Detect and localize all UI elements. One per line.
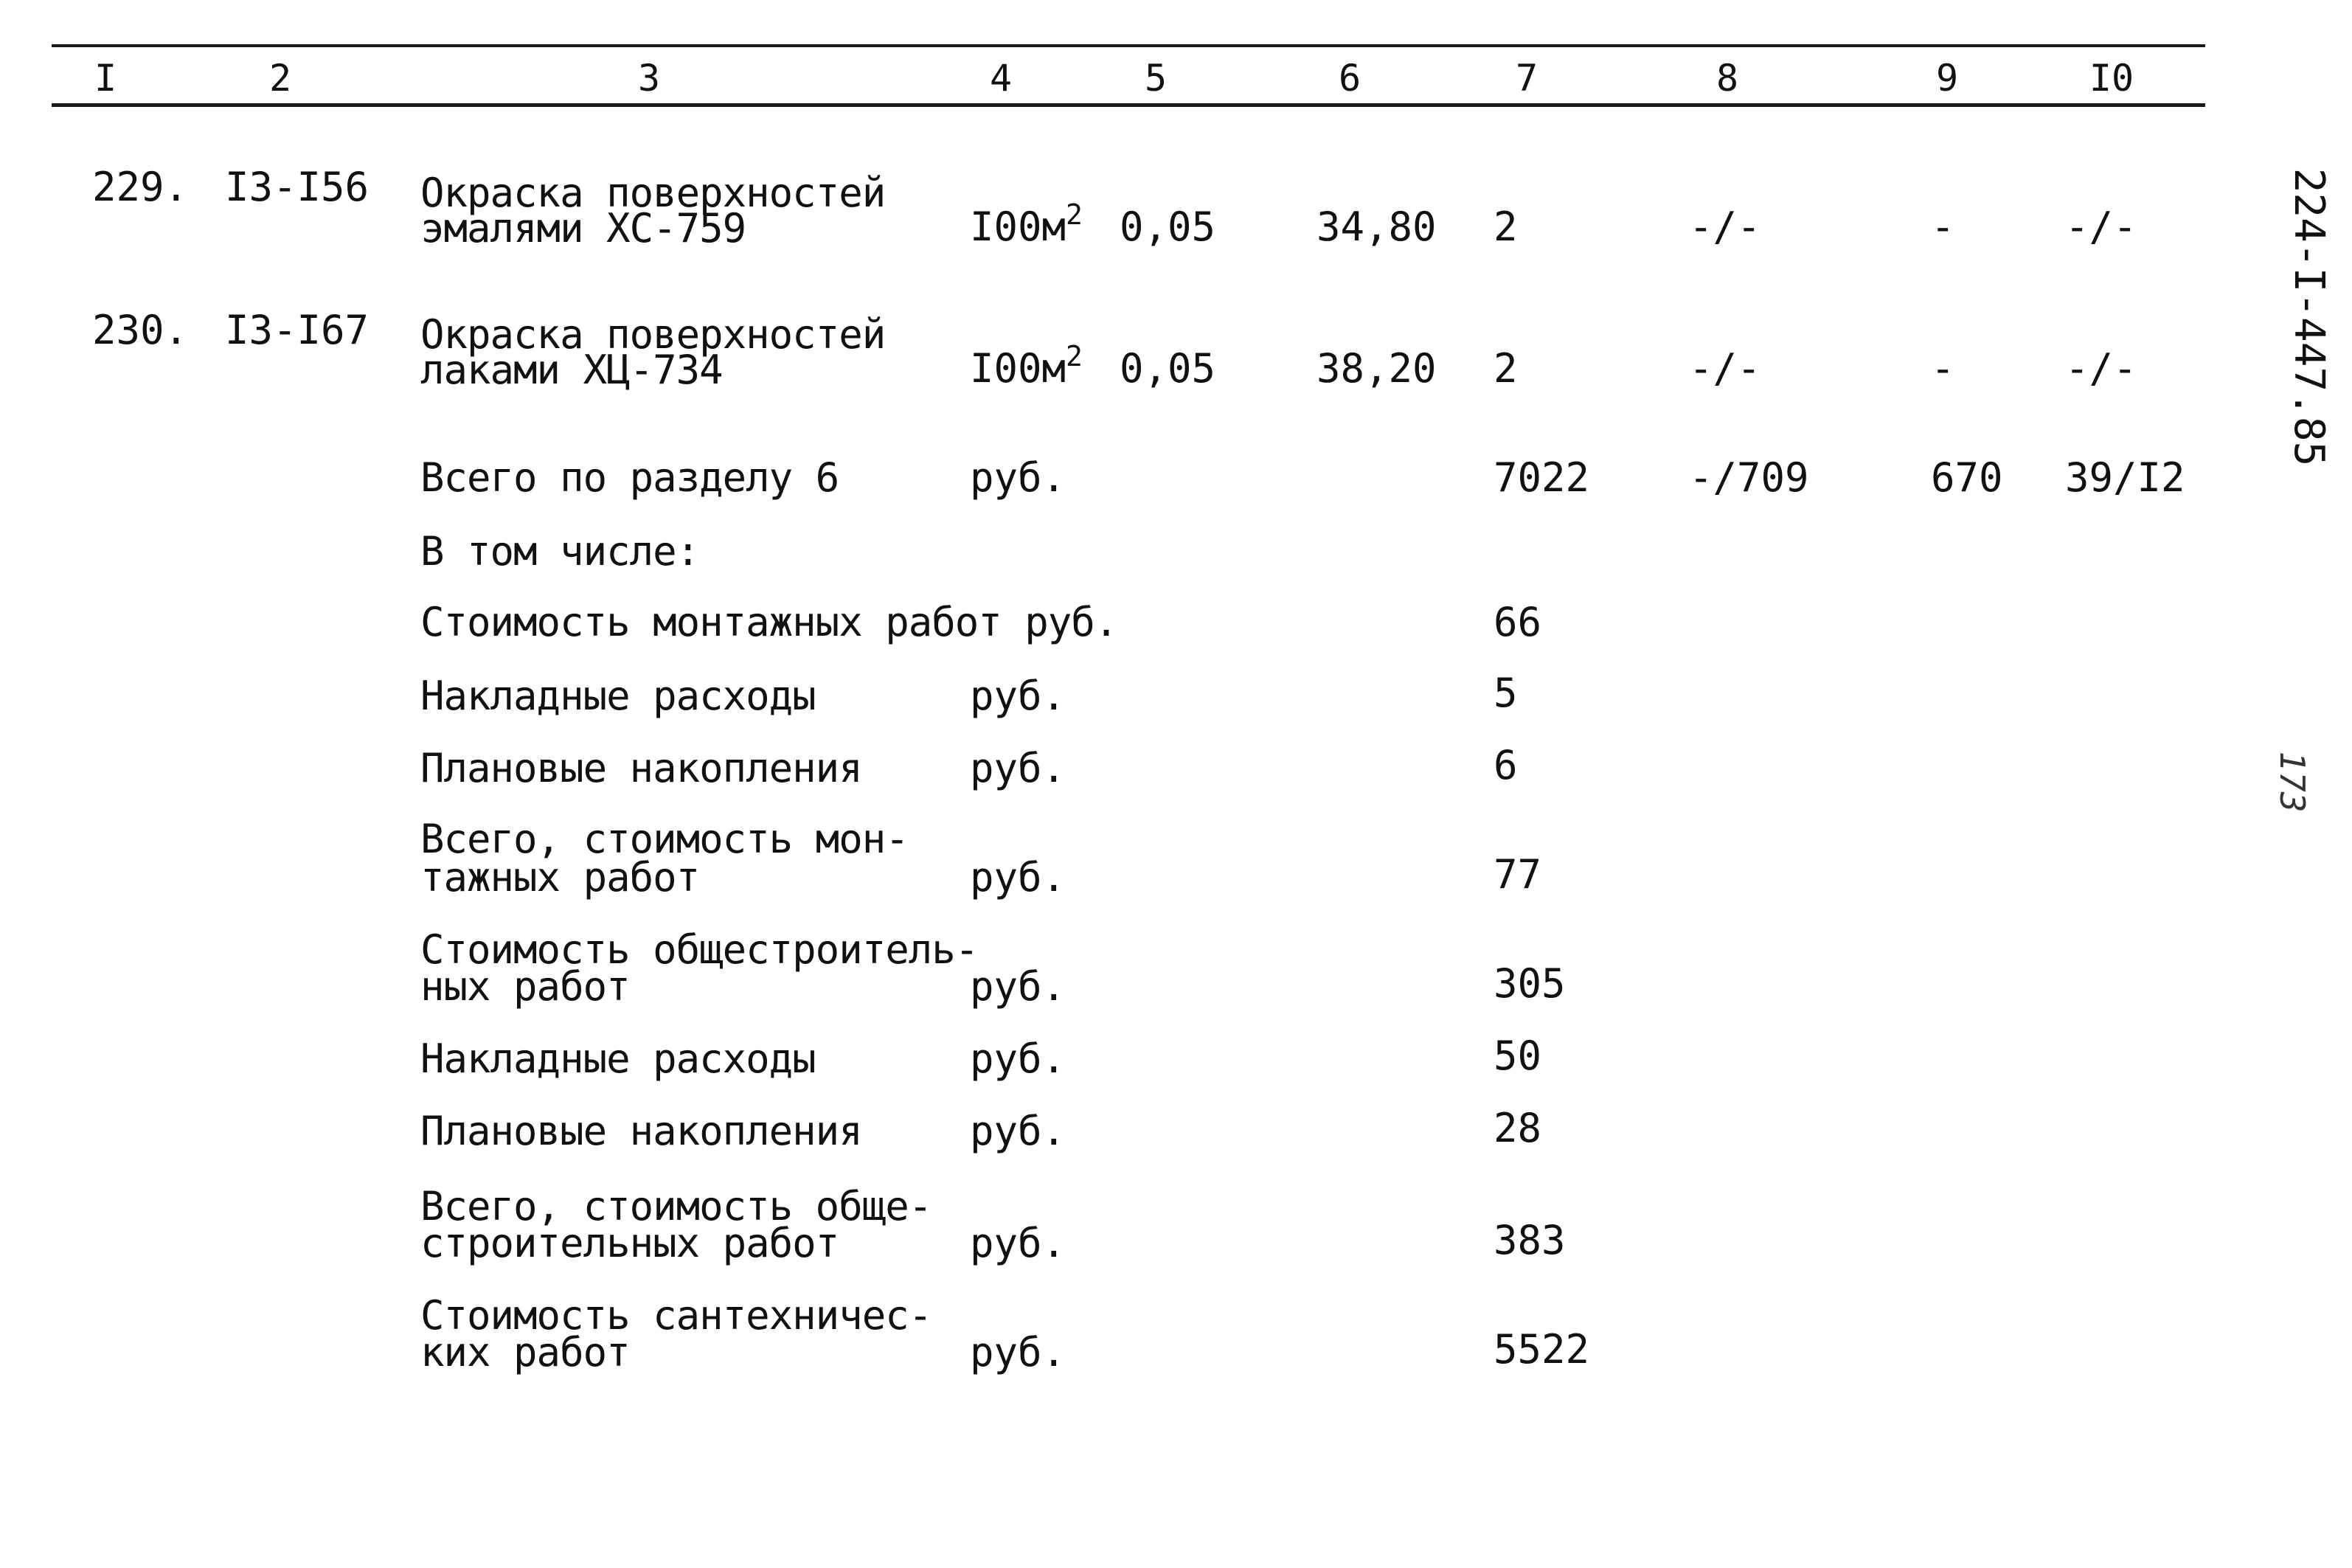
summary-value: 77	[1494, 851, 1542, 898]
item-col8: -/-	[1689, 204, 1761, 250]
item-col9: -	[1931, 204, 1955, 250]
item-quantity: 0,05	[1120, 204, 1216, 250]
item-code: I3-I67	[225, 307, 370, 353]
item-col10: -/-	[2065, 345, 2137, 392]
summary-value: 305	[1494, 960, 1566, 1007]
summary-value: 383	[1494, 1217, 1566, 1263]
including-label: В том числе:	[420, 528, 700, 575]
summary-value: 5522	[1494, 1326, 1590, 1373]
item-unit-price: 38,20	[1317, 345, 1437, 392]
summary-unit: руб.	[970, 1329, 1066, 1376]
item-unit-price: 34,80	[1317, 204, 1437, 250]
column-header-7: 7	[1515, 57, 1538, 100]
item-description-line1: Окраска поверхностей	[420, 170, 886, 216]
summary-label-line1: Стоимость общестроитель-	[420, 926, 979, 973]
summary-unit: руб.	[970, 1108, 1066, 1154]
summary-label-line1: Всего, стоимость мон-	[420, 816, 909, 862]
summary-value: 50	[1494, 1033, 1542, 1079]
summary-unit: руб.	[970, 854, 1066, 901]
summary-label: Плановые накопления	[420, 1108, 862, 1154]
summary-unit: руб.	[970, 1220, 1066, 1266]
item-code: I3-I56	[225, 164, 370, 210]
summary-value: 66	[1494, 599, 1542, 645]
column-header-10: I0	[2089, 57, 2134, 100]
item-quantity: 0,05	[1120, 345, 1216, 392]
item-description-line2: эмалями ХС-759	[420, 205, 746, 251]
summary-value: 5	[1494, 670, 1518, 716]
summary-unit: руб.	[970, 745, 1066, 791]
section-total-unit: руб.	[970, 454, 1066, 501]
summary-label: Накладные расходы	[420, 673, 816, 719]
summary-label: Плановые накопления	[420, 745, 862, 791]
summary-value: 28	[1494, 1105, 1542, 1151]
column-header-6: 6	[1338, 57, 1361, 100]
item-unit: $I00м^2$	[970, 198, 1083, 250]
column-header-8: 8	[1716, 57, 1739, 100]
section-total-label: Всего по разделу 6	[420, 454, 839, 501]
column-header-4: 4	[989, 57, 1013, 100]
page-number: 173	[2272, 751, 2312, 813]
summary-label: Стоимость монтажных работ руб.	[420, 599, 1118, 645]
section-total-col9: 670	[1931, 454, 2003, 501]
column-header-5: 5	[1144, 57, 1168, 100]
summary-unit: руб.	[970, 673, 1066, 719]
header-top-rule	[52, 44, 2205, 47]
item-description-line2: лаками ХЦ-734	[420, 347, 723, 393]
summary-label-line2: ных работ	[420, 963, 630, 1010]
item-number: 229.	[92, 164, 189, 210]
summary-label-line2: тажных работ	[420, 854, 700, 901]
header-bottom-rule	[52, 103, 2205, 107]
item-number: 230.	[92, 307, 189, 353]
summary-unit: руб.	[970, 1035, 1066, 1082]
summary-value: 6	[1494, 742, 1518, 788]
summary-label: Накладные расходы	[420, 1035, 816, 1082]
summary-label-line2: ких работ	[420, 1329, 630, 1376]
item-col8: -/-	[1689, 345, 1761, 392]
summary-label-line2: строительных работ	[420, 1220, 839, 1266]
column-header-3: 3	[637, 57, 661, 100]
item-col10: -/-	[2065, 204, 2137, 250]
item-total: 2	[1494, 345, 1518, 392]
column-header-1: I	[94, 57, 117, 100]
item-unit: $I00м^2$	[970, 340, 1083, 392]
document-code: 224-I-447.85	[2285, 167, 2333, 467]
item-description-line1: Окраска поверхностей	[420, 311, 886, 358]
section-total-col10: 39/I2	[2065, 454, 2185, 501]
section-total-col8: -/709	[1689, 454, 1809, 501]
section-total-value: 7022	[1494, 454, 1590, 501]
item-col9: -	[1931, 345, 1955, 392]
column-header-9: 9	[1935, 57, 1959, 100]
summary-unit: руб.	[970, 963, 1066, 1010]
column-header-2: 2	[268, 57, 292, 100]
summary-label-line1: Стоимость сантехничес-	[420, 1292, 932, 1339]
summary-label-line1: Всего, стоимость обще-	[420, 1183, 932, 1229]
item-total: 2	[1494, 204, 1518, 250]
